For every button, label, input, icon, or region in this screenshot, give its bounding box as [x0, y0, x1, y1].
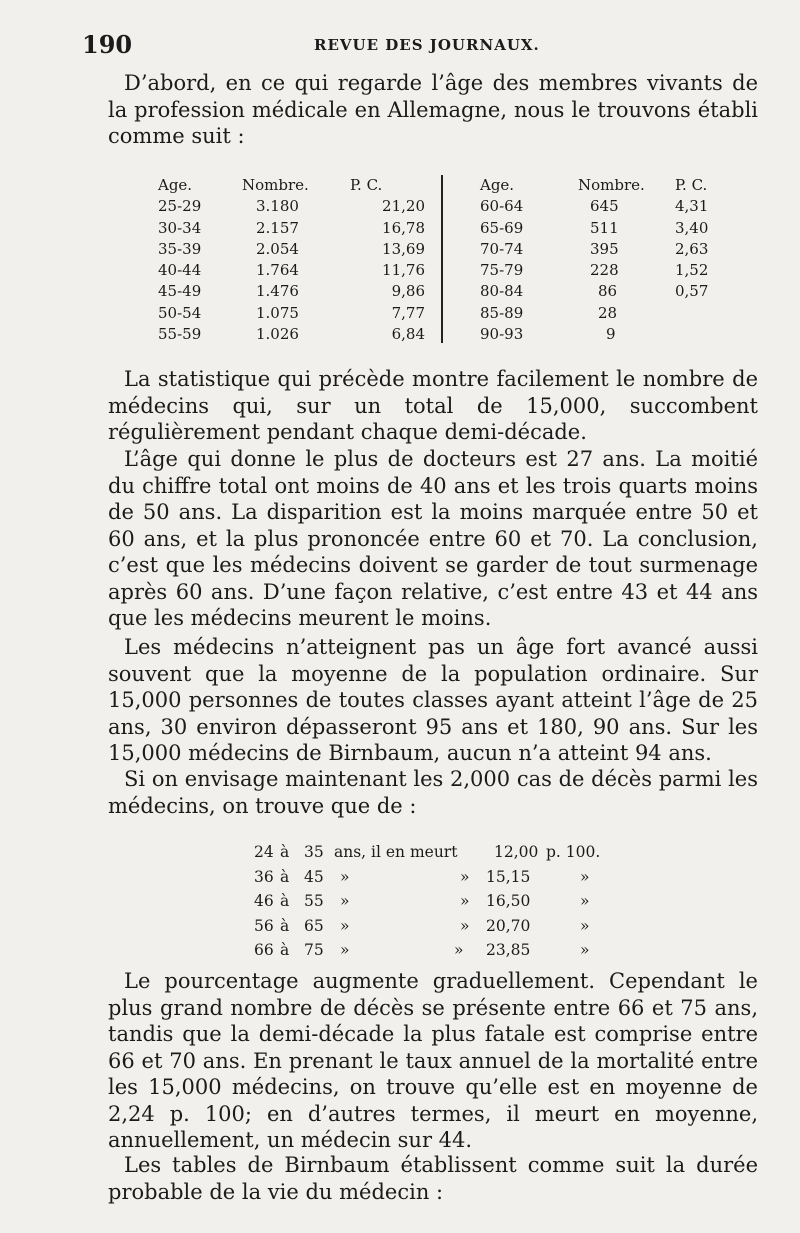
running-title: REVUE DES JOURNAUX.	[314, 36, 540, 54]
nombre-cell: 395	[590, 239, 619, 258]
row-value: 16,50	[486, 892, 531, 910]
nombre-cell: 1.075	[256, 303, 299, 322]
age-cell: 80-84	[480, 282, 524, 301]
row-value: 15,15	[486, 867, 531, 886]
age-table	[150, 175, 730, 345]
table-divider	[441, 175, 443, 343]
age-cell: 40-44	[158, 261, 202, 280]
pc-cell: 0,57	[675, 282, 709, 301]
ditto-mark: »	[460, 867, 470, 886]
ditto-mark: »	[580, 916, 590, 935]
range-sep: à	[280, 867, 290, 886]
ditto-mark: »	[340, 867, 350, 886]
nombre-column-right	[578, 175, 668, 345]
age-from: 46	[254, 892, 274, 910]
nombre-cell: 1.764	[256, 261, 299, 280]
nombre-cell: 28	[598, 303, 618, 322]
header-age: Age.	[480, 176, 515, 194]
age-cell: 85-89	[480, 303, 524, 322]
paragraph-5: Si on envisage maintenant les 2,000 cas de décès parmi les médecins, on trouve que de :	[108, 767, 758, 818]
paragraph-6: Le pourcentage augmente graduellement. Cependant le plus grand nombre de décès se présente entre 66 et 75 ans, tandis que la demi-décade la plus fatale est comprise entre 66 et 70 ans. En prenant le taux annuel de la mortalité entre les 15,000 médecins, on trouve qu’elle est en moyenne de 2,24 p. 100; en d’autres termes, il meurt en moyenne, annuellement, un médecin sur 44.	[108, 969, 758, 1152]
age-cell: 35-39	[158, 239, 202, 258]
pc-cell: 6,84	[391, 325, 425, 344]
age-column-right	[480, 175, 540, 345]
ditto-mark: »	[580, 867, 590, 886]
nombre-cell: 3.180	[256, 197, 299, 216]
header-pc: P. C.	[675, 176, 708, 194]
death-row	[254, 914, 634, 939]
pc-cell	[675, 303, 725, 324]
pc-cell: 1,52	[675, 261, 709, 280]
ditto-mark: »	[580, 941, 590, 959]
range-sep: à	[280, 892, 290, 910]
age-cell: 55-59	[158, 325, 202, 344]
range-sep: à	[280, 843, 290, 861]
header-pc: P. C.	[350, 176, 383, 194]
age-to: 55	[304, 892, 324, 910]
ditto-mark: »	[454, 941, 464, 959]
row-value: 20,70	[486, 916, 531, 935]
range-sep: à	[280, 916, 290, 935]
nombre-cell: 1.026	[256, 325, 299, 344]
age-to: 65	[304, 916, 324, 935]
age-to: 45	[304, 867, 324, 886]
death-row	[254, 840, 634, 865]
paragraph-2: La statistique qui précède montre facilement le nombre de médecins qui, sur un total de 15,000, succombent régulièrement pendant chaque demi-décade.	[108, 367, 758, 444]
age-cell: 30-34	[158, 218, 202, 237]
age-cell: 60-64	[480, 197, 524, 216]
age-column-left	[158, 175, 218, 345]
pc-column-right	[675, 175, 725, 345]
age-cell: 65-69	[480, 218, 524, 237]
ditto-mark: »	[580, 892, 590, 910]
pc-cell: 9,86	[391, 282, 425, 301]
row-value: 12,00	[494, 843, 539, 861]
death-row	[254, 889, 634, 914]
nombre-cell: 1.476	[256, 282, 299, 301]
age-cell: 90-93	[480, 325, 524, 344]
pc-cell	[675, 324, 725, 345]
pc-cell: 13,69	[382, 239, 425, 258]
pc-cell: 21,20	[382, 197, 425, 216]
intro-paragraph: D’abord, en ce qui regarde l’âge des membres vivants de la profession médicale en Allemagne, nous le trouvons établi comme suit :	[108, 71, 758, 148]
ditto-mark: »	[340, 916, 350, 935]
nombre-cell: 9	[606, 325, 616, 344]
header-nombre: Nombre.	[242, 176, 309, 194]
header-nombre: Nombre.	[578, 176, 645, 194]
pc-cell: 11,76	[382, 261, 425, 280]
row-text: ans, il en meurt	[334, 843, 458, 861]
ditto-mark: »	[460, 892, 470, 910]
row-unit: p. 100.	[546, 843, 601, 861]
age-from: 24	[254, 843, 274, 861]
nombre-cell: 228	[590, 261, 619, 280]
nombre-cell: 645	[590, 197, 619, 216]
pc-cell: 7,77	[391, 303, 425, 322]
ditto-mark: »	[460, 916, 470, 935]
pc-cell: 2,63	[675, 239, 709, 258]
row-value: 23,85	[486, 941, 531, 959]
age-cell: 75-79	[480, 261, 524, 280]
pc-cell: 4,31	[675, 197, 709, 216]
ditto-mark: »	[340, 892, 350, 910]
age-from: 66	[254, 941, 274, 959]
age-cell: 70-74	[480, 239, 524, 258]
paragraph-3: L’âge qui donne le plus de docteurs est 27 ans. La moitié du chiffre total ont moins de 40 ans et les trois quarts moins de 50 ans. La disparition est la moins marquée entre 50 et 60 ans, et la plus prononcée entre 60 et 70. La conclusion, c’est que les médecins doivent se garder de tout surmenage après 60 ans. D’une façon relative, c’est entre 43 et 44 ans que les médecins meurent le moins.	[108, 447, 758, 630]
page-header	[82, 30, 758, 64]
nombre-cell: 86	[598, 282, 618, 301]
pc-cell: 3,40	[675, 218, 709, 237]
death-row	[254, 938, 634, 963]
pc-column-left	[350, 175, 425, 345]
age-from: 56	[254, 916, 274, 935]
age-from: 36	[254, 867, 274, 886]
nombre-cell: 2.054	[256, 239, 299, 258]
page-number: 190	[82, 30, 133, 59]
death-row	[254, 865, 634, 890]
pc-cell: 16,78	[382, 218, 425, 237]
paragraph-4: Les médecins n’atteignent pas un âge fort avancé aussi souvent que la moyenne de la population ordinaire. Sur 15,000 personnes de toutes classes ayant atteint l’âge de 25 ans, 30 environ dépasseront 95 ans et 180, 90 ans. Sur les 15,000 médecins de Birnbaum, aucun n’a atteint 94 ans.	[108, 635, 758, 765]
age-to: 35	[304, 843, 324, 861]
paragraph-7: Les tables de Birnbaum établissent comme suit la durée probable de la vie du médecin :	[108, 1153, 758, 1204]
ditto-mark: »	[340, 941, 350, 959]
age-cell: 50-54	[158, 303, 202, 322]
range-sep: à	[280, 941, 290, 959]
header-age: Age.	[158, 176, 193, 194]
nombre-cell: 511	[590, 218, 619, 237]
nombre-cell: 2.157	[256, 218, 299, 237]
death-table	[254, 840, 634, 963]
age-cell: 25-29	[158, 197, 202, 216]
age-to: 75	[304, 941, 324, 959]
nombre-column-left	[242, 175, 332, 345]
age-cell: 45-49	[158, 282, 202, 301]
